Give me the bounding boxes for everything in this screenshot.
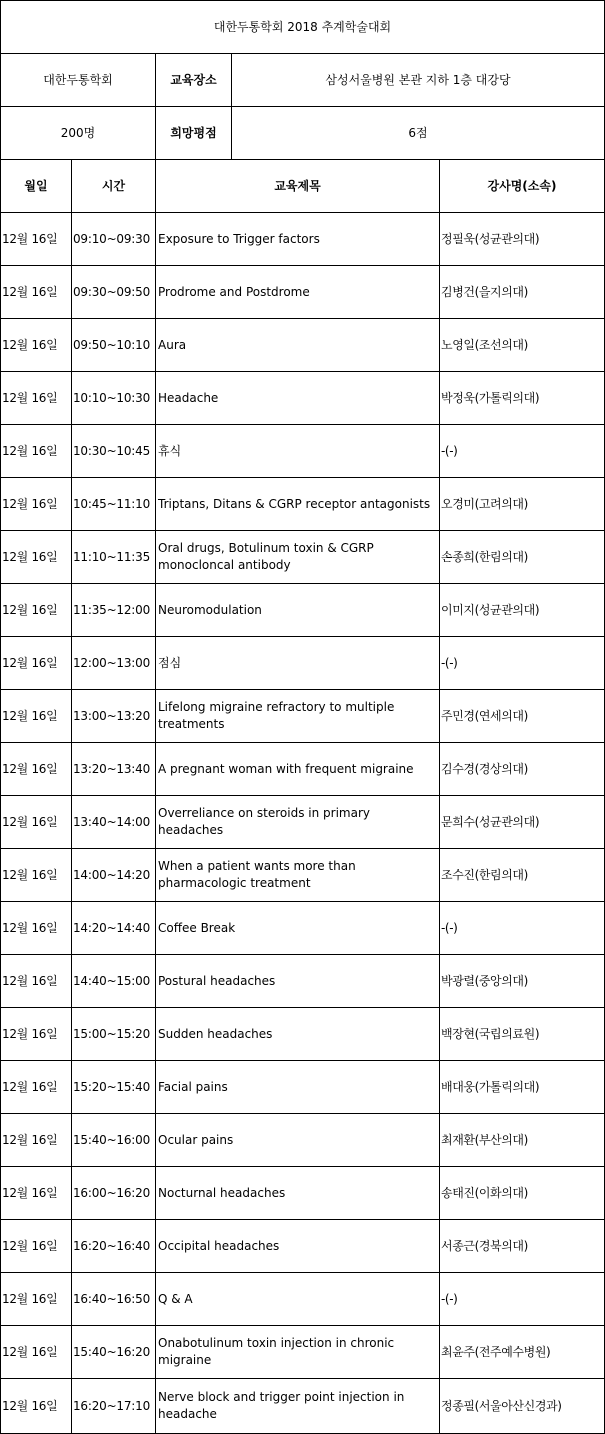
topic-cell: Q & A: [156, 1273, 440, 1326]
date-cell: 12월 16일: [1, 796, 72, 849]
date-cell: 12월 16일: [1, 1167, 72, 1220]
speaker-cell: -(-): [440, 902, 605, 955]
time-cell: 13:00~13:20: [72, 690, 156, 743]
table-row: [1, 213, 605, 266]
table-row: [1, 531, 605, 584]
speaker-cell: 김수경(경상의대): [440, 743, 605, 796]
info-row-points: [1, 107, 605, 160]
topic-cell: Postural headaches: [156, 955, 440, 1008]
speaker-cell: 문희수(성균관의대): [440, 796, 605, 849]
table-row: [1, 796, 605, 849]
speaker-cell: 최윤주(전주예수병원): [440, 1326, 605, 1379]
organizer: 대한두통학회: [1, 54, 156, 107]
date-cell: 12월 16일: [1, 1114, 72, 1167]
table-row: [1, 372, 605, 425]
speaker-cell: 노영일(조선의대): [440, 319, 605, 372]
speaker-cell: 이미지(성균관의대): [440, 584, 605, 637]
time-cell: 14:20~14:40: [72, 902, 156, 955]
header-date: 월일: [1, 160, 72, 213]
date-cell: 12월 16일: [1, 1326, 72, 1379]
time-cell: 10:30~10:45: [72, 425, 156, 478]
table-row: [1, 1326, 605, 1379]
date-cell: 12월 16일: [1, 849, 72, 902]
date-cell: 12월 16일: [1, 425, 72, 478]
points: 6점: [232, 107, 605, 160]
topic-cell: 휴식: [156, 425, 440, 478]
header-topic: 교육제목: [156, 160, 440, 213]
speaker-cell: -(-): [440, 637, 605, 690]
speaker-cell: 김병건(을지의대): [440, 266, 605, 319]
table-row: [1, 955, 605, 1008]
date-cell: 12월 16일: [1, 584, 72, 637]
topic-cell: Neuromodulation: [156, 584, 440, 637]
time-cell: 13:40~14:00: [72, 796, 156, 849]
time-cell: 16:40~16:50: [72, 1273, 156, 1326]
topic-cell: Oral drugs, Botulinum toxin & CGRP monocloncal antibody: [156, 531, 440, 584]
topic-cell: A pregnant woman with frequent migraine: [156, 743, 440, 796]
speaker-cell: 오경미(고려의대): [440, 478, 605, 531]
header-speaker: 강사명(소속): [440, 160, 605, 213]
time-cell: 16:00~16:20: [72, 1167, 156, 1220]
date-cell: 12월 16일: [1, 955, 72, 1008]
date-cell: 12월 16일: [1, 902, 72, 955]
topic-cell: Triptans, Ditans & CGRP receptor antagonists: [156, 478, 440, 531]
topic-cell: When a patient wants more than pharmacologic treatment: [156, 849, 440, 902]
speaker-cell: 최재환(부산의대): [440, 1114, 605, 1167]
topic-cell: Aura: [156, 319, 440, 372]
topic-cell: Nocturnal headaches: [156, 1167, 440, 1220]
time-cell: 14:00~14:20: [72, 849, 156, 902]
topic-cell: Exposure to Trigger factors: [156, 213, 440, 266]
speaker-cell: 서종근(경북의대): [440, 1220, 605, 1273]
time-cell: 16:20~16:40: [72, 1220, 156, 1273]
points-label: 희망평점: [156, 107, 232, 160]
speaker-cell: 송태진(이화의대): [440, 1167, 605, 1220]
table-row: [1, 1379, 605, 1434]
speaker-cell: 손종희(한림의대): [440, 531, 605, 584]
table-row: [1, 1220, 605, 1273]
info-row-venue: [1, 54, 605, 107]
table-row: [1, 902, 605, 955]
date-cell: 12월 16일: [1, 213, 72, 266]
topic-cell: Ocular pains: [156, 1114, 440, 1167]
time-cell: 10:10~10:30: [72, 372, 156, 425]
speaker-cell: 박정욱(가톨릭의대): [440, 372, 605, 425]
topic-cell: Facial pains: [156, 1061, 440, 1114]
time-cell: 16:20~17:10: [72, 1379, 156, 1434]
topic-cell: Coffee Break: [156, 902, 440, 955]
table-row: [1, 1167, 605, 1220]
topic-cell: Prodrome and Postdrome: [156, 266, 440, 319]
time-cell: 11:10~11:35: [72, 531, 156, 584]
time-cell: 15:20~15:40: [72, 1061, 156, 1114]
header-time: 시간: [72, 160, 156, 213]
speaker-cell: -(-): [440, 425, 605, 478]
topic-cell: Occipital headaches: [156, 1220, 440, 1273]
time-cell: 15:40~16:00: [72, 1114, 156, 1167]
time-cell: 09:50~10:10: [72, 319, 156, 372]
venue-label: 교육장소: [156, 54, 232, 107]
speaker-cell: 백장현(국립의료원): [440, 1008, 605, 1061]
date-cell: 12월 16일: [1, 319, 72, 372]
table-row: [1, 584, 605, 637]
table-row: [1, 1008, 605, 1061]
table-row: [1, 637, 605, 690]
date-cell: 12월 16일: [1, 1061, 72, 1114]
venue: 삼성서울병원 본관 지하 1층 대강당: [232, 54, 605, 107]
topic-cell: Lifelong migraine refractory to multiple treatments: [156, 690, 440, 743]
capacity: 200명: [1, 107, 156, 160]
topic-cell: Headache: [156, 372, 440, 425]
table-row: [1, 478, 605, 531]
date-cell: 12월 16일: [1, 531, 72, 584]
time-cell: 13:20~13:40: [72, 743, 156, 796]
title-row: [1, 1, 605, 54]
time-cell: 14:40~15:00: [72, 955, 156, 1008]
table-row: [1, 425, 605, 478]
table-row: [1, 1114, 605, 1167]
topic-cell: Onabotulinum toxin injection in chronic migraine: [156, 1326, 440, 1379]
speaker-cell: 배대웅(가톨릭의대): [440, 1061, 605, 1114]
speaker-cell: 조수진(한림의대): [440, 849, 605, 902]
date-cell: 12월 16일: [1, 743, 72, 796]
speaker-cell: 정필욱(성균관의대): [440, 213, 605, 266]
time-cell: 10:45~11:10: [72, 478, 156, 531]
date-cell: 12월 16일: [1, 1273, 72, 1326]
time-cell: 09:10~09:30: [72, 213, 156, 266]
date-cell: 12월 16일: [1, 478, 72, 531]
date-cell: 12월 16일: [1, 1379, 72, 1434]
table-row: [1, 690, 605, 743]
date-cell: 12월 16일: [1, 1008, 72, 1061]
time-cell: 12:00~13:00: [72, 637, 156, 690]
time-cell: 15:00~15:20: [72, 1008, 156, 1061]
time-cell: 11:35~12:00: [72, 584, 156, 637]
table-row: [1, 319, 605, 372]
speaker-cell: 박광렬(중앙의대): [440, 955, 605, 1008]
time-cell: 15:40~16:20: [72, 1326, 156, 1379]
date-cell: 12월 16일: [1, 690, 72, 743]
date-cell: 12월 16일: [1, 266, 72, 319]
topic-cell: Sudden headaches: [156, 1008, 440, 1061]
page-title: 대한두통학회 2018 추계학술대회: [1, 1, 605, 54]
topic-cell: 점심: [156, 637, 440, 690]
speaker-cell: 정종필(서울아산신경과): [440, 1379, 605, 1434]
speaker-cell: 주민경(연세의대): [440, 690, 605, 743]
topic-cell: Nerve block and trigger point injection in headache: [156, 1379, 440, 1434]
table-row: [1, 849, 605, 902]
topic-cell: Overreliance on steroids in primary headaches: [156, 796, 440, 849]
date-cell: 12월 16일: [1, 372, 72, 425]
header-row: [1, 160, 605, 213]
speaker-cell: -(-): [440, 1273, 605, 1326]
date-cell: 12월 16일: [1, 1220, 72, 1273]
table-row: [1, 743, 605, 796]
time-cell: 09:30~09:50: [72, 266, 156, 319]
date-cell: 12월 16일: [1, 637, 72, 690]
table-row: [1, 1061, 605, 1114]
table-row: [1, 1273, 605, 1326]
table-row: [1, 266, 605, 319]
